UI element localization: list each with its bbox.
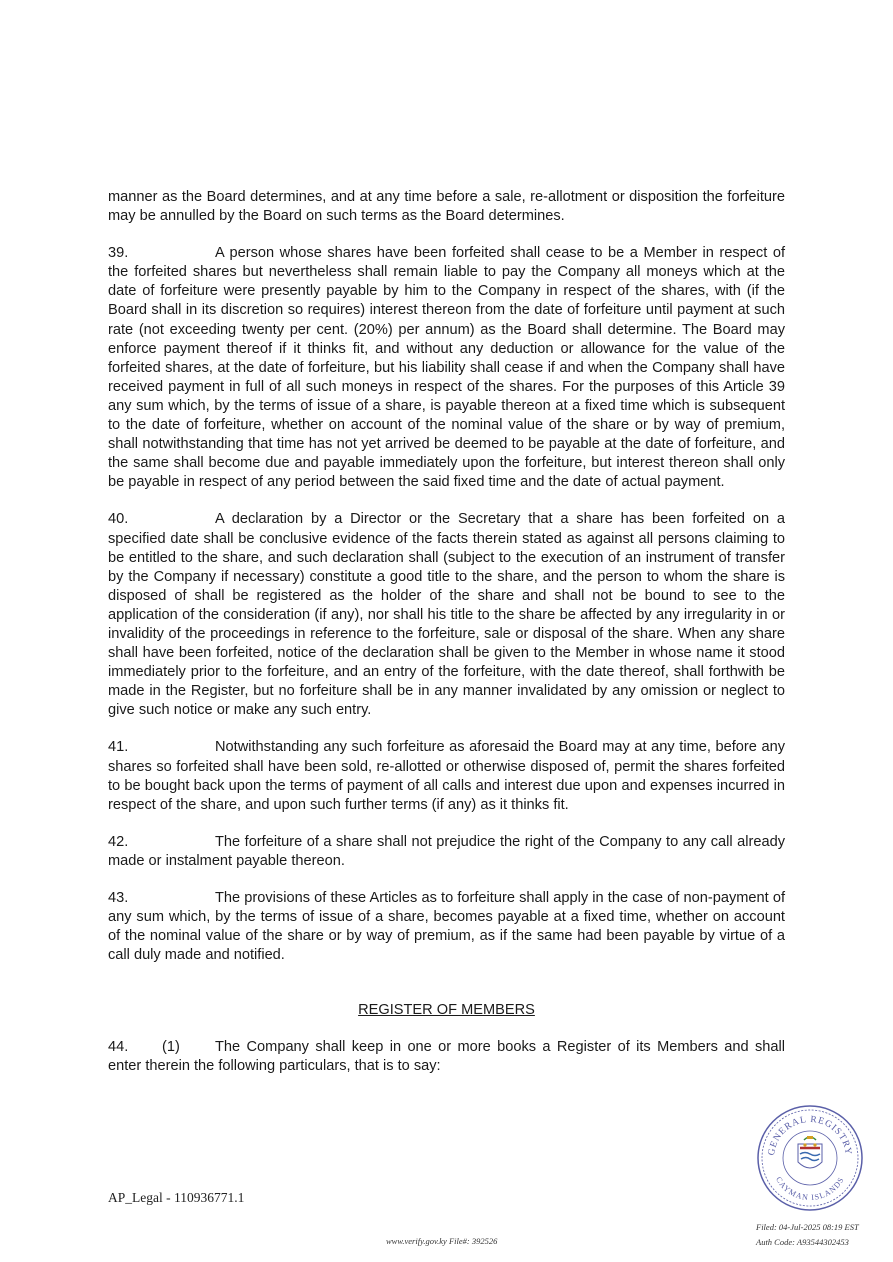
seal-top-text: GENERAL REGISTRY (766, 1114, 854, 1157)
article-text: The provisions of these Articles as to forfeiture shall apply in the case of non-payment of any sum which, by the terms of issue of a share, becomes payable at a fixed time, whether on account of the nominal value of the share or by way of premium, as if the same had been payable by virtue of a call duly made and notified. (108, 890, 785, 964)
paragraph-39 (108, 244, 785, 492)
article-number: 39. (108, 245, 129, 262)
article-text: A person whose shares have been forfeited shall cease to be a Member in respect of the forfeited shares but nevertheless shall remain liable to pay the Company all moneys which at the date of forfeiture were presently payable by him to the Company in respect of the shares, with (if the Board shall in its discretion so requires) interest thereon from the date of forfeiture until payment at such rate (not exceeding twenty per cent. (20%) per annum) as the Board shall determine. The Board may enforce payment thereof if it thinks fit, and without any deduction or allowance for the value of the forfeited shares, at the date of forfeiture, but his liability shall cease if and when the Company shall have received payment in full of all such moneys in respect of the shares. For the purposes of this Article 39 any sum which, by the terms of issue of a share, is payable thereon at a fixed time which is subsequent to the date of forfeiture, whether on account of the nominal value of the share or by way of premium, shall notwithstanding that time has not yet arrived be deemed to be payable at the date of forfeiture, and the same shall become due and payable immediately upon the forfeiture, but interest thereon shall only be payable in respect of any period between the said fixed time and the date of actual payment. (108, 245, 785, 491)
document-reference: AP_Legal - 110936771.1 (108, 1190, 245, 1205)
article-number: 41. (108, 739, 129, 756)
document-body (108, 188, 785, 1095)
paragraph-41 (108, 738, 785, 814)
filed-date: Filed: 04-Jul-2025 08:19 EST (756, 1222, 859, 1232)
article-number: 44. (108, 1039, 129, 1056)
seal-inner-ring (783, 1131, 837, 1185)
paragraph-continuation: manner as the Board determines, and at any time before a sale, re-allotment or disposition the forfeiture may be annulled by the Board on such terms as the Board determines. (108, 189, 785, 225)
article-number: 42. (108, 833, 129, 850)
registry-seal-icon (756, 1104, 864, 1212)
article-text: A declaration by a Director or the Secretary that a share has been forfeited on a specified date shall be conclusive evidence of the facts therein stated as against all persons claiming to be entitled to the share, and such declaration shall (subject to the execution of an instrument of transfer by the Company if necessary) constitute a good title to the share, and the person to whom the share is disposed of shall be registered as the holder of the share and shall not be bound to see to the application of the consideration (if any), nor shall his title to the share be affected by any irregularity in or invalidity of the proceedings in reference to the forfeiture, sale or disposal of the share. When any share shall have been forfeited, notice of the declaration shall be given to the Member in whose name it stood immediately prior to the forfeiture, and an entry of the forfeiture, with the date thereof, shall forthwith be made in the Register, but no forfeiture shall be in any manner invalidated by any omission or neglect to give such notice or make any such entry. (108, 511, 785, 719)
paragraph-43 (108, 889, 785, 965)
paragraph-44 (108, 1038, 785, 1076)
paragraph-40 (108, 510, 785, 720)
section-heading: REGISTER OF MEMBERS (358, 1002, 535, 1019)
seal-bottom-text: CAYMAN ISLANDS (774, 1175, 846, 1203)
article-number: 43. (108, 890, 129, 906)
article-text: The forfeiture of a share shall not prejudice the right of the Company to any call already made or instalment payable thereon. (108, 833, 785, 869)
coat-of-arms-icon (798, 1136, 822, 1168)
paragraph-42 (108, 833, 785, 871)
article-text: The Company shall keep in one or more books a Register of its Members and shall enter therein the following particulars, that is to say: (108, 1039, 785, 1075)
article-number: 40. (108, 511, 129, 528)
verification-url: www.verify.gov.ky File#: 392526 (386, 1236, 498, 1246)
sub-clause-number: (1) (162, 1039, 180, 1056)
filing-stamp (756, 1220, 859, 1250)
auth-code: Auth Code: A93544302453 (756, 1237, 849, 1247)
article-text: Notwithstanding any such forfeiture as aforesaid the Board may at any time, before any shares so forfeited shall have been sold, re-allotted or otherwise disposed of, permit the shares forfeited to be bought back upon the terms of payment of all calls and interest due upon and expenses incurred in respect of the share, and upon such further terms (if any) as it thinks fit. (108, 739, 785, 813)
